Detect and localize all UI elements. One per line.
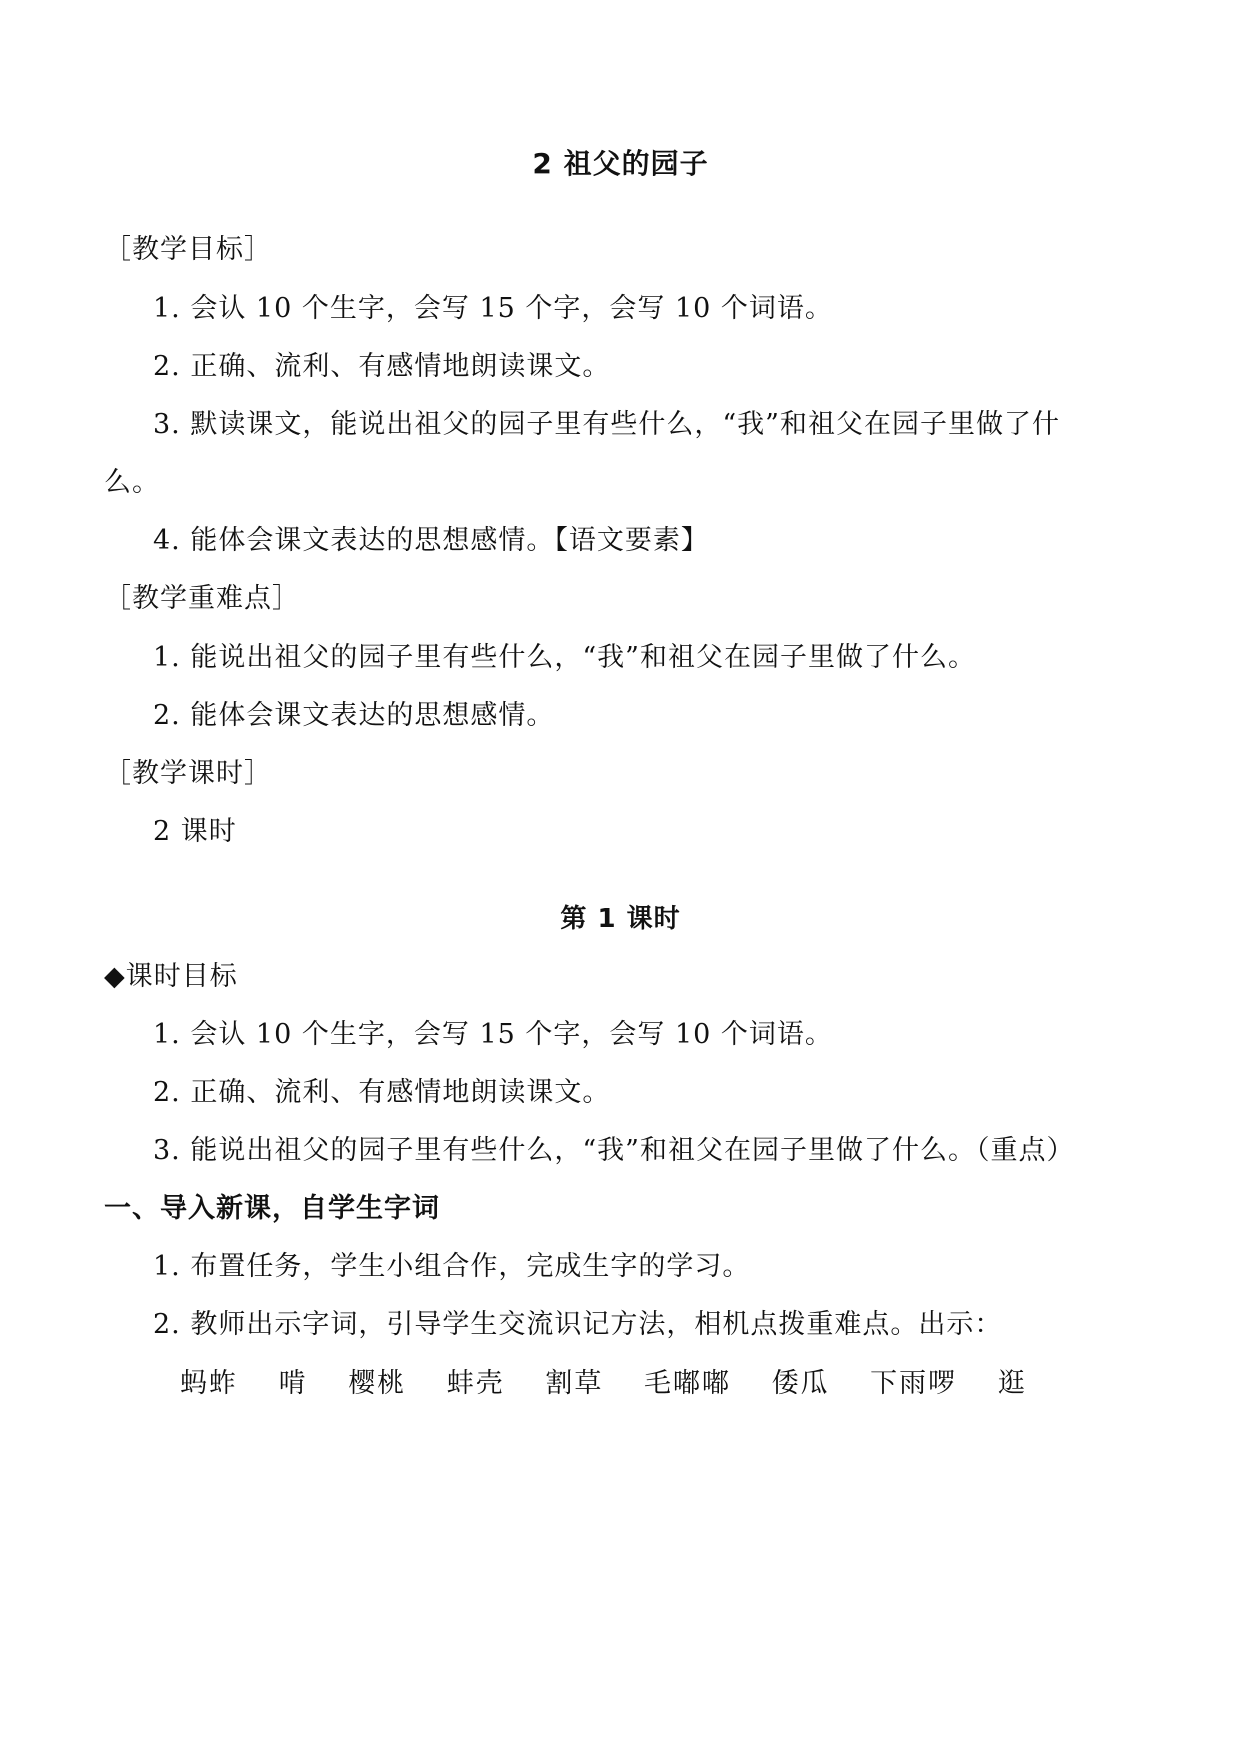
vocabulary-word: 倭瓜 bbox=[771, 1368, 830, 1399]
vocabulary-word: 割草 bbox=[545, 1368, 604, 1399]
section-step: 2. 教师出示字词，引导学生交流识记方法，相机点拨重难点。出示： bbox=[153, 1309, 1003, 1340]
vocabulary-word: 毛嘟嘟 bbox=[643, 1368, 731, 1399]
objective-item: 4. 能体会课文表达的思想感情。【语文要素】 bbox=[153, 525, 709, 556]
vocabulary-list bbox=[180, 1366, 1057, 1402]
vocabulary-word: 樱桃 bbox=[348, 1368, 407, 1399]
key-point-item: 1. 能说出祖父的园子里有些什么，“我”和祖父在园子里做了什么。 bbox=[153, 642, 976, 673]
objective-item: 2. 正确、流利、有感情地朗读课文。 bbox=[153, 351, 611, 382]
vocabulary-word: 蚂蚱 bbox=[180, 1368, 238, 1399]
key-point-item: 2. 能体会课文表达的思想感情。 bbox=[153, 700, 555, 731]
section-step: 1. 布置任务，学生小组合作，完成生字的学习。 bbox=[153, 1251, 751, 1282]
vocabulary-word: 蚌壳 bbox=[446, 1368, 505, 1399]
document-title: 2 祖父的园子 bbox=[532, 147, 709, 180]
key-points-heading: ［教学重难点］ bbox=[104, 583, 300, 614]
objective-item: 3. 默读课文，能说出祖父的园子里有些什么，“我”和祖父在园子里做了什 bbox=[153, 409, 1060, 440]
vocabulary-word: 逛 bbox=[997, 1368, 1027, 1399]
lesson-goal-item: 3. 能说出祖父的园子里有些什么，“我”和祖父在园子里做了什么。（重点） bbox=[153, 1135, 1075, 1166]
periods-value: 2 课时 bbox=[153, 816, 237, 847]
lesson-goals-heading: ◆课时目标 bbox=[104, 961, 238, 992]
lesson-goal-item: 2. 正确、流利、有感情地朗读课文。 bbox=[153, 1077, 611, 1108]
vocabulary-word: 啃 bbox=[278, 1368, 308, 1399]
vocabulary-word: 下雨啰 bbox=[870, 1368, 958, 1399]
objective-item-continuation: 么。 bbox=[104, 467, 160, 498]
lesson-title: 第 1 课时 bbox=[560, 904, 681, 934]
objective-item: 1. 会认 10 个生字，会写 15 个字，会写 10 个词语。 bbox=[153, 293, 833, 324]
section-heading: 一、导入新课，自学生字词 bbox=[104, 1193, 440, 1224]
periods-heading: ［教学课时］ bbox=[104, 758, 272, 789]
objectives-heading: ［教学目标］ bbox=[104, 234, 272, 265]
lesson-goal-item: 1. 会认 10 个生字，会写 15 个字，会写 10 个词语。 bbox=[153, 1019, 833, 1050]
